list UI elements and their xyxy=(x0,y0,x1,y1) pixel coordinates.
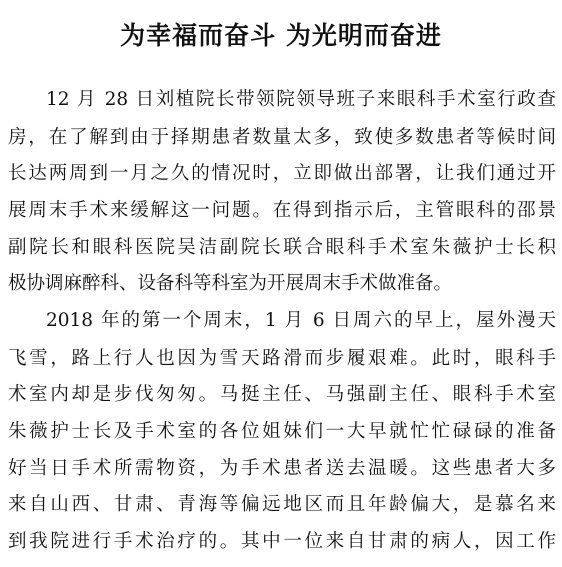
paragraph-1-line: 展周末手术来缓解这一问题。在得到指示后，主管眼科的邵景 xyxy=(8,200,556,221)
paragraph-1-line: 副院长和眼科医院吴洁副院长联合眼科手术室朱薇护士长积 xyxy=(8,237,556,258)
paragraph-2-line: 飞雪，路上行人也因为雪天路滑而步履艰难。此时，眼科手 xyxy=(8,348,556,369)
paragraph-2-line: 朱薇护士长及手术室的各位姐妹们一大早就忙忙碌碌的准备 xyxy=(8,421,556,442)
paragraph-2-line: 术室内却是步伐匆匆。马挺主任、马强副主任、眼科手术室 xyxy=(8,384,556,405)
article-title: 为幸福而奋斗 为光明而奋进 xyxy=(120,21,442,50)
paragraph-2-line: 好当日手术所需物资，为手术患者送去温暖。这些患者大多 xyxy=(8,458,556,479)
paragraph-2-line: 来自山西、甘肃、青海等偏远地区而且年龄偏大，是慕名来 xyxy=(8,494,556,515)
paragraph-1-line: 极协调麻醉科、设备科等科室为开展周末手术做准备。 xyxy=(8,273,453,294)
paragraph-1-line: 长达两周到一月之久的情况时，立即做出部署，让我们通过开 xyxy=(8,163,556,184)
paragraph-1-line: 房，在了解到由于择期患者数量太多，致使多数患者等候时间 xyxy=(8,127,556,148)
paragraph-2-line: 2018 年的第一个周末，1 月 6 日周六的早上，屋外漫天 xyxy=(46,310,556,331)
paragraph-2-line: 到我院进行手术治疗的。其中一位来自甘肃的病人，因工作 xyxy=(8,531,556,552)
paragraph-1-line: 12 月 28 日刘植院长带领院领导班子来眼科手术室行政查 xyxy=(46,89,556,110)
